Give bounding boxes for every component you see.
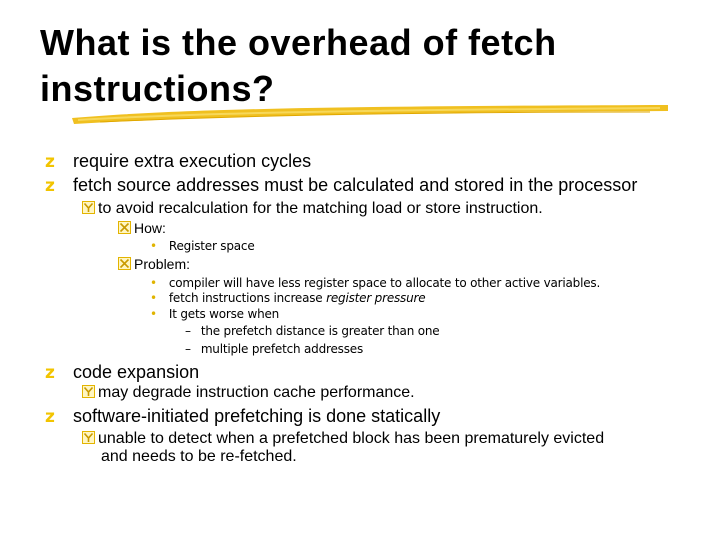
- sub-bullet-text: to avoid recalculation for the matching load or store instruction.: [98, 200, 543, 217]
- sub-bullet-item: [82, 383, 415, 402]
- bullet-text: code expansion: [73, 362, 200, 382]
- level3-text: Problem:: [134, 256, 191, 272]
- level3-item: [118, 220, 166, 237]
- level5-item: [185, 342, 363, 357]
- z-bullet-icon: z: [45, 407, 55, 427]
- sub-bullet-item: [82, 199, 543, 218]
- z-bullet-icon: z: [45, 176, 55, 196]
- level4-item: [150, 276, 600, 291]
- y-box-bullet-icon: [82, 201, 95, 214]
- z-bullet-icon: z: [45, 363, 55, 383]
- level4-text: It gets worse when: [168, 307, 280, 321]
- x-box-bullet-icon: [118, 221, 131, 234]
- dash-bullet-icon: –: [185, 342, 191, 356]
- level3-text: How:: [134, 220, 166, 236]
- level5-text: multiple prefetch addresses: [200, 342, 364, 356]
- bullet-item: [45, 405, 440, 428]
- level4-text: fetch instructions increase: [168, 291, 327, 305]
- dot-bullet-icon: •: [150, 239, 157, 253]
- level4-emphasis: register pressure: [326, 291, 426, 305]
- title-underline-brush: [70, 100, 670, 130]
- level4-item: [150, 291, 425, 306]
- sub-bullet-continuation: and needs to be re-fetched.: [101, 448, 297, 465]
- z-bullet-icon: z: [45, 152, 55, 172]
- sub-bullet-text: may degrade instruction cache performance.: [98, 384, 415, 401]
- y-box-bullet-icon: [82, 385, 95, 398]
- dot-bullet-icon: •: [150, 291, 157, 305]
- bullet-item: [45, 150, 311, 173]
- dash-bullet-icon: –: [185, 324, 191, 338]
- level5-text: the prefetch distance is greater than one: [200, 324, 440, 338]
- bullet-text: fetch source addresses must be calculated and stored in the processor: [73, 175, 638, 195]
- bullet-item: [45, 361, 199, 384]
- dot-bullet-icon: •: [150, 276, 157, 290]
- bullet-text: software-initiated prefetching is done statically: [73, 406, 441, 426]
- sub-bullet-item: [82, 429, 604, 448]
- bullet-text: require extra execution cycles: [73, 151, 312, 171]
- dot-bullet-icon: •: [150, 307, 157, 321]
- slide-title: What is the overhead of fetch instructions?: [40, 22, 557, 109]
- level3-item: [118, 256, 190, 273]
- level4-item: [150, 307, 279, 322]
- level4-text: Register space: [168, 239, 255, 253]
- x-box-bullet-icon: [118, 257, 131, 270]
- sub-bullet-text: unable to detect when a prefetched block has been prematurely evicted: [98, 430, 605, 447]
- level4-text: compiler will have less register space to allocate to other active variables.: [168, 276, 601, 290]
- bullet-item: [45, 174, 637, 197]
- level5-item: [185, 324, 439, 339]
- y-box-bullet-icon: [82, 431, 95, 444]
- level4-item: [150, 239, 255, 254]
